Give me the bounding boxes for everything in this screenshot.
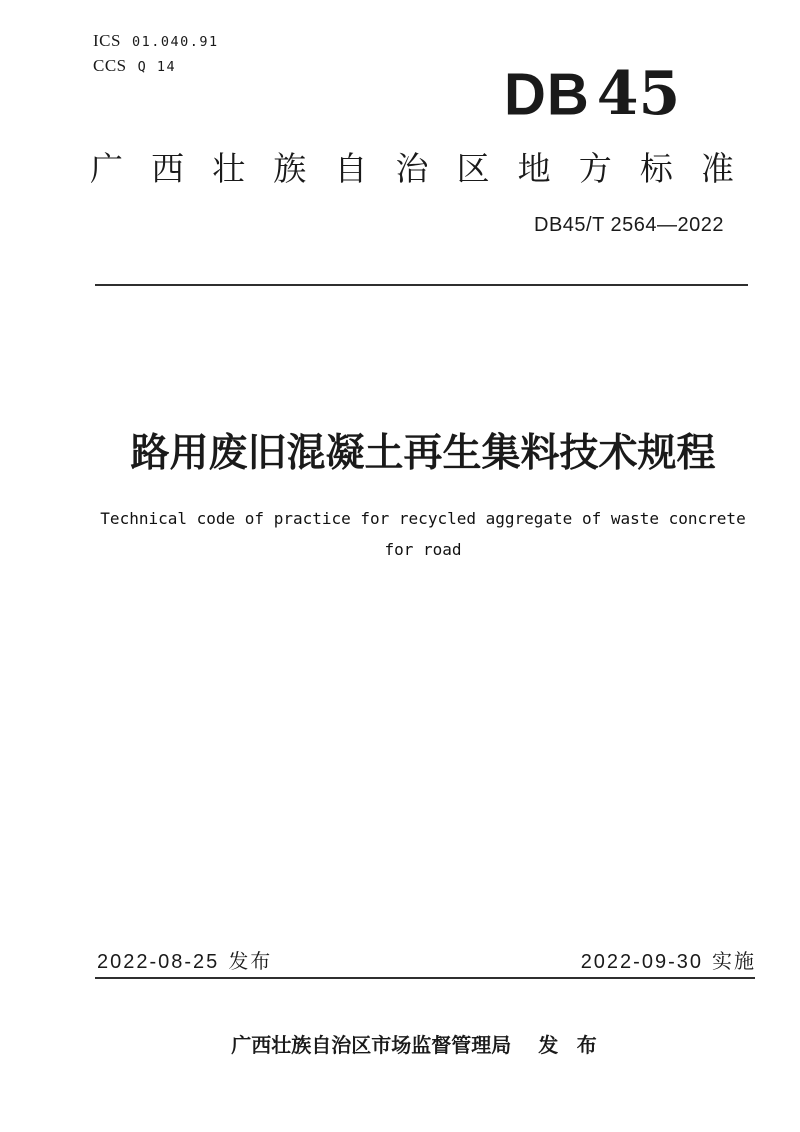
implement-date-value: 2022-09-30 bbox=[580, 951, 703, 973]
footer-divider-line bbox=[95, 977, 755, 979]
issue-date-label: 发布 bbox=[228, 951, 273, 973]
db45-logo bbox=[504, 59, 681, 129]
ics-value: 01.040.91 bbox=[131, 34, 219, 50]
document-title-cn: 路用废旧混凝土再生集料技术规程 bbox=[130, 432, 716, 475]
issue-date-value: 2022-08-25 bbox=[97, 951, 220, 973]
implement-date bbox=[581, 948, 756, 976]
ccs-value: Q 14 bbox=[137, 59, 177, 75]
ccs-label: CCS bbox=[93, 56, 127, 75]
ics-label: ICS bbox=[93, 31, 121, 50]
publisher-name: 广西壮族自治区市场监督管理局 bbox=[231, 1035, 512, 1057]
db45-logo-number: 45 bbox=[596, 59, 681, 129]
publisher-line bbox=[28, 1031, 800, 1061]
issue-date bbox=[97, 948, 272, 976]
standard-number: DB45/T 2564—2022 bbox=[534, 214, 724, 236]
publish-action-label: 发 布 bbox=[538, 1035, 597, 1057]
ccs-code-line bbox=[93, 56, 219, 81]
db45-logo-db: DB bbox=[504, 61, 590, 128]
ics-code-line bbox=[93, 31, 219, 56]
classification-codes bbox=[93, 31, 219, 81]
implement-date-label: 实施 bbox=[712, 951, 756, 973]
document-title-en-line1: Technical code of practice for recycled aggregate of waste concrete bbox=[100, 509, 746, 528]
standard-category-heading: 广 西 壮 族 自 治 区 地 方 标 准 bbox=[90, 150, 734, 187]
header-divider-line bbox=[95, 284, 748, 286]
document-title-en-line2: for road bbox=[384, 540, 462, 559]
dates-row bbox=[97, 948, 756, 976]
document-title-en bbox=[46, 503, 800, 565]
